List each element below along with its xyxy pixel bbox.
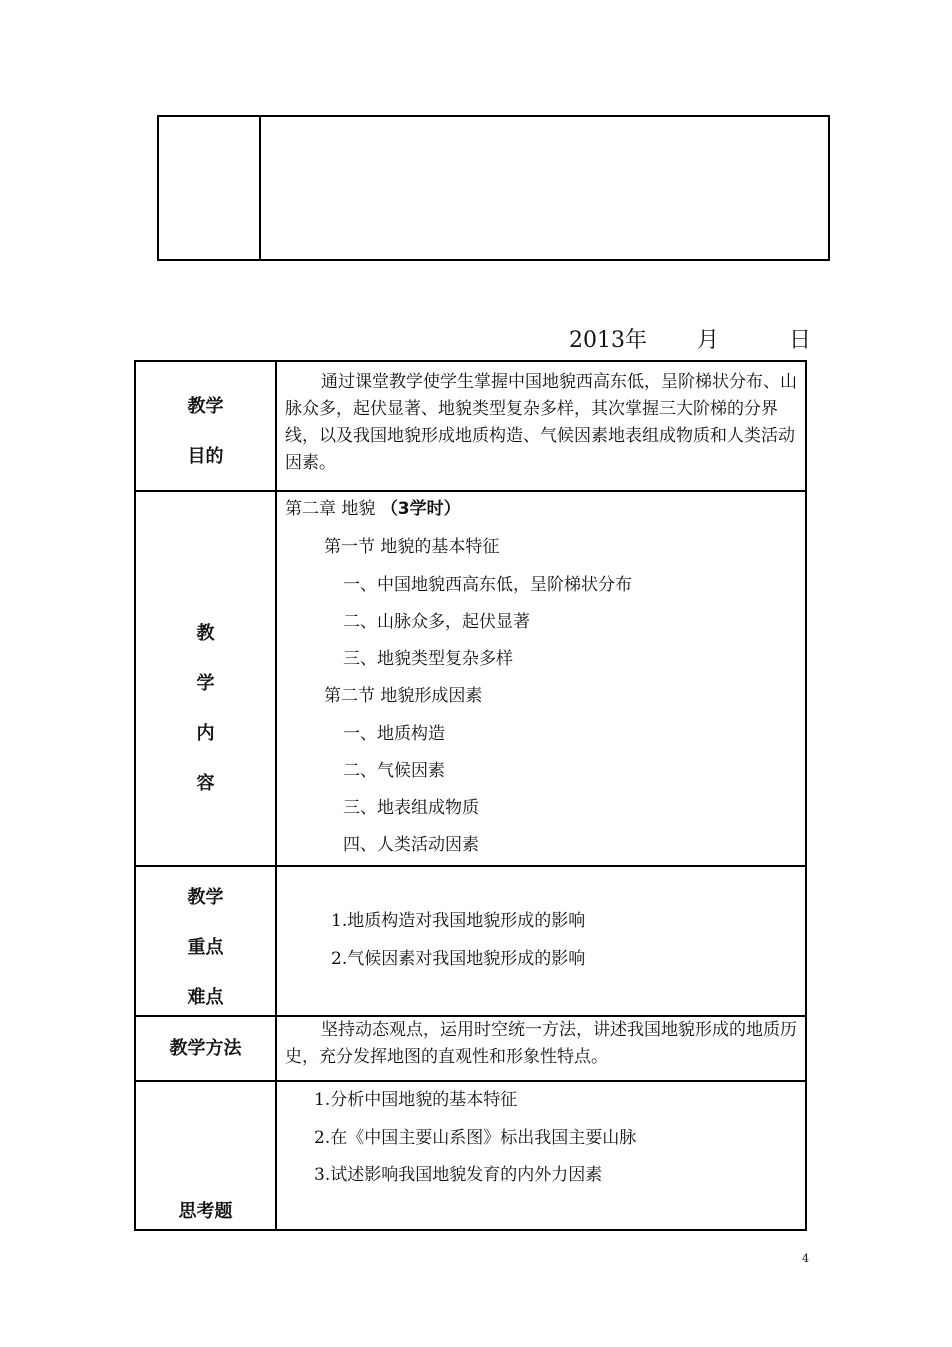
method-text: 坚持动态观点，运用时空统一方法，讲述我国地貌形成的地质历史，充分发挥地图的直观性和形象性特点。 [285, 1020, 797, 1067]
questions-label: 思考题 [178, 1201, 233, 1222]
content-line: 第二节 地貌形成因素 [324, 686, 483, 706]
label-column-divider [275, 362, 277, 1229]
content-line: 三、地貌类型复杂多样 [343, 649, 513, 669]
key-point-item: 2.气候因素对我国地貌形成的影响 [331, 949, 586, 969]
lesson-plan-table [134, 360, 807, 1231]
objectives-label-line1: 教学 [187, 396, 224, 417]
key-points-label-line3: 难点 [187, 987, 224, 1008]
chapter-title: 第二章 地貌 [285, 499, 376, 519]
top-table [157, 115, 830, 261]
chapter-hours: （3学时） [380, 499, 461, 519]
content-label-char-2: 学 [196, 673, 215, 694]
method-label: 教学方法 [169, 1038, 242, 1059]
date-year: 2013年 [569, 328, 647, 353]
content-label-char-1: 教 [196, 623, 215, 644]
question-item: 2.在《中国主要山系图》标出我国主要山脉 [314, 1128, 637, 1148]
key-points-label-line2: 重点 [187, 937, 224, 958]
row-divider-2 [136, 865, 805, 867]
content-line: 三、地表组成物质 [343, 798, 479, 818]
key-points-label-line1: 教学 [187, 887, 224, 908]
date-month: 月 [697, 328, 720, 353]
question-item: 3.试述影响我国地貌发育的内外力因素 [314, 1165, 603, 1185]
key-point-item: 1.地质构造对我国地貌形成的影响 [331, 911, 586, 931]
content-line: 一、地质构造 [343, 724, 445, 744]
row-divider-1 [136, 490, 805, 492]
content-line: 二、山脉众多，起伏显著 [343, 612, 530, 632]
question-item: 1.分析中国地貌的基本特征 [314, 1090, 518, 1110]
objectives-label-line2: 目的 [187, 446, 224, 467]
chapter-heading [285, 496, 461, 523]
content-line: 一、中国地貌西高东低，呈阶梯状分布 [343, 575, 632, 595]
page-number: 4 [802, 1252, 809, 1265]
top-table-divider [259, 117, 261, 259]
date-day: 日 [789, 328, 812, 353]
content-line: 二、气候因素 [343, 761, 445, 781]
row-divider-4 [136, 1080, 805, 1082]
content-label-char-3: 内 [196, 723, 215, 744]
content-line: 第一节 地貌的基本特征 [324, 537, 500, 557]
content-line: 四、人类活动因素 [343, 835, 479, 855]
objectives-text: 通过课堂教学使学生掌握中国地貌西高东低，呈阶梯状分布、山脉众多，起伏显著、地貌类型复杂多样，其次掌握三大阶梯的分界线，以及我国地貌形成地质构造、气候因素地表组成物质和人类活动因素。 [285, 372, 797, 473]
content-label-char-4: 容 [196, 773, 215, 794]
